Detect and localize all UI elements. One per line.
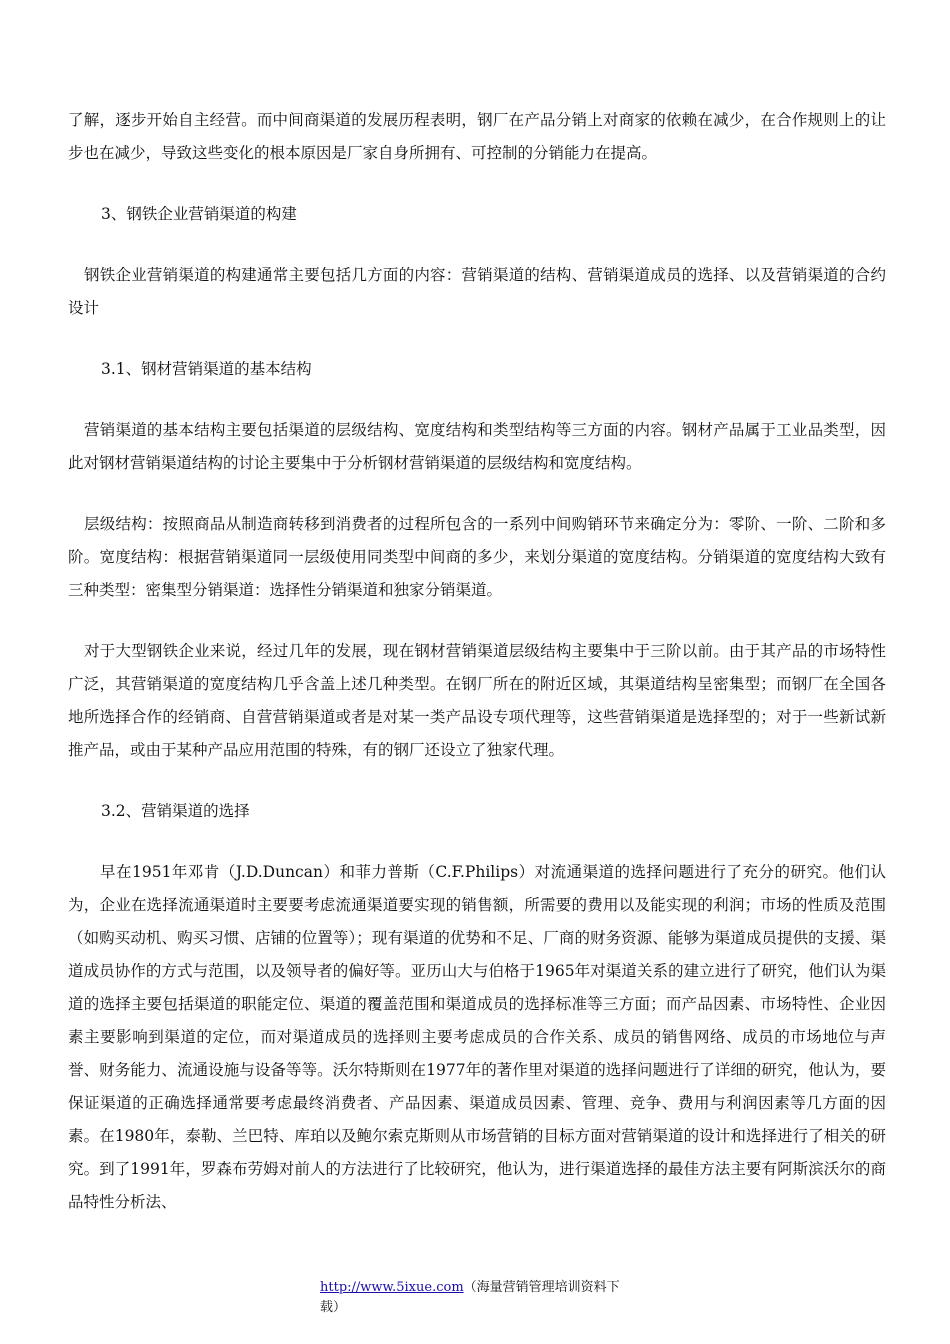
paragraph-continuation: 了解，逐步开始自主经营。而中间商渠道的发展历程表明，钢厂在产品分销上对商家的依赖在减少，在合作规则上的让步也在减少，导致这些变化的根本原因是厂家自身所拥有、可控制的分销能力在提高。	[68, 111, 886, 162]
page-footer	[320, 1278, 620, 1318]
paragraph-3: 钢铁企业营销渠道的构建通常主要包括几方面的内容：营销渠道的结构、营销渠道成员的选择、以及营销渠道的合约设计	[68, 266, 886, 317]
footer-note: （海量营销管理培训资料下载）	[320, 1280, 620, 1315]
paragraph-3-1-c: 对于大型钢铁企业来说，经过几年的发展，现在钢材营销渠道层级结构主要集中于三阶以前。由于其产品的市场特性广泛，其营销渠道的宽度结构几乎含盖上述几种类型。在钢厂所在的附近区域，其渠道结构呈密集型；而钢厂在全国各地所选择合作的经销商、自营营销渠道或者是对某一类产品设专项代理等，这些营销渠道是选择型的；对于一些新试新推产品，或由于某种产品应用范围的特殊，有的钢厂还设立了独家代理。	[68, 642, 886, 759]
document-body	[68, 104, 886, 1219]
paragraph-3-2: 早在1951年邓肯（J.D.Duncan）和菲力普斯（C.F.Philips）对流通渠道的选择问题进行了充分的研究。他们认为，企业在选择流通渠道时主要要考虑流通渠道要实现的销售额，所需要的费用以及能实现的利润；市场的性质及范围（如购买动机、购买习惯、店铺的位置等）；现有渠道的优势和不足、厂商的财务资源、能够为渠道成员提供的支援、渠道成员协作的方式与范围，以及领导者的偏好等。亚历山大与伯格于1965年对渠道关系的建立进行了研究，他们认为渠道的选择主要包括渠道的职能定位、渠道的覆盖范围和渠道成员的选择标准等三方面；而产品因素、市场特性、企业因素主要影响到渠道的定位，而对渠道成员的选择则主要考虑成员的合作关系、成员的销售网络、成员的市场地位与声誉、财务能力、流通设施与设备等等。沃尔特斯则在1977年的著作里对渠道的选择问题进行了详细的研究，他认为，要保证渠道的正确选择通常要考虑最终消费者、产品因素、渠道成员因素、管理、竞争、费用与利润因素等几方面的因素。在1980年，泰勒、兰巴特、库珀以及鲍尔索克斯则从市场营销的目标方面对营销渠道的设计和选择进行了相关的研究。到了1991年，罗森布劳姆对前人的方法进行了比较研究，他认为，进行渠道选择的最佳方法主要有阿斯滨沃尔的商品特性分析法、	[68, 863, 886, 1211]
paragraph-3-1-a: 营销渠道的基本结构主要包括渠道的层级结构、宽度结构和类型结构等三方面的内容。钢材产品属于工业品类型，因此对钢材营销渠道结构的讨论主要集中于分析钢材营销渠道的层级结构和宽度结构。	[68, 421, 886, 472]
footer-link[interactable]: http://www.5ixue.com	[320, 1280, 464, 1295]
section-heading-3-2: 3.2、营销渠道的选择	[101, 802, 250, 820]
paragraph-3-1-b: 层级结构：按照商品从制造商转移到消费者的过程所包含的一系列中间购销环节来确定分为：零阶、一阶、二阶和多阶。宽度结构：根据营销渠道同一层级使用同类型中间商的多少，来划分渠道的宽度结构。分销渠道的宽度结构大致有三种类型：密集型分销渠道：选择性分销渠道和独家分销渠道。	[68, 515, 886, 599]
section-heading-3: 3、钢铁企业营销渠道的构建	[101, 205, 297, 223]
section-heading-3-1: 3.1、钢材营销渠道的基本结构	[101, 360, 312, 378]
